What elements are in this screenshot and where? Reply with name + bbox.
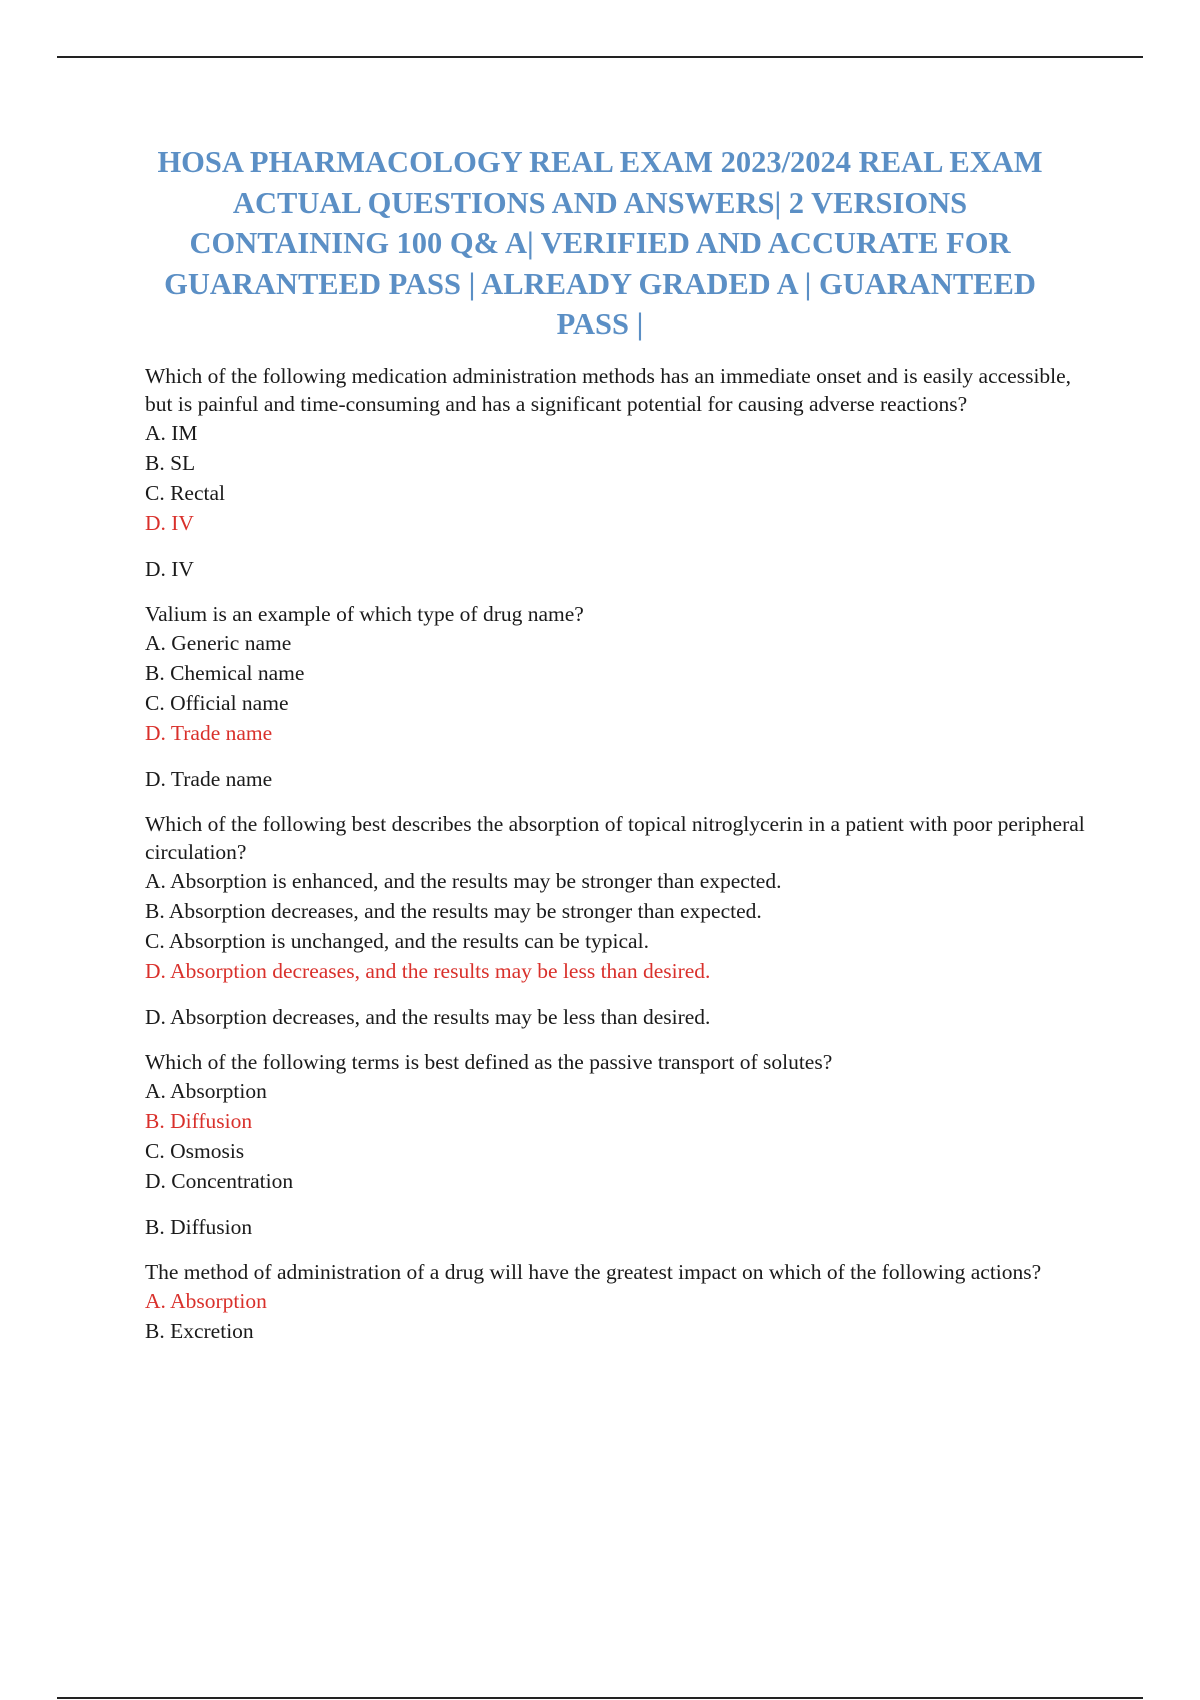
question-text: The method of administration of a drug will have the greatest impact on which of the following actions?: [145, 1260, 1042, 1284]
option-c: C. Osmosis: [145, 1139, 245, 1163]
option-list: [145, 418, 1095, 538]
answer-line: D. Absorption decreases, and the results may be less than desired.: [145, 1005, 711, 1029]
header-rule: [57, 56, 1143, 58]
option-c: C. Rectal: [145, 481, 226, 505]
question-1: [145, 362, 1095, 584]
question-3: [145, 810, 1095, 1032]
option-list: [145, 866, 1095, 986]
option-d-correct: D. Trade name: [145, 721, 273, 745]
option-a: A. Absorption: [145, 1079, 267, 1103]
option-d: D. Concentration: [145, 1169, 294, 1193]
answer-line: D. Trade name: [145, 767, 273, 791]
question-list: [145, 362, 1095, 1346]
option-b: B. SL: [145, 451, 196, 475]
option-b: B. Excretion: [145, 1319, 254, 1343]
question-4: [145, 1048, 1095, 1242]
option-a-correct: A. Absorption: [145, 1289, 267, 1313]
question-5: [145, 1258, 1095, 1346]
option-list: [145, 628, 1095, 748]
document-title: HOSA PHARMACOLOGY REAL EXAM 2023/2024 REAL EXAM ACTUAL QUESTIONS AND ANSWERS| 2 VERSIONS CONTAINING 100 Q& A| VERIFIED AND ACCURATE FOR GUARANTEED PASS | ALREADY GRADED A | GUARANTEED PASS |: [157, 145, 1043, 341]
option-list: [145, 1076, 1095, 1196]
question-text: Which of the following medication administration methods has an immediate onset and is easily accessible, but is painful and time-consuming and has a significant potential for causing adverse reactions?: [145, 364, 1072, 416]
option-c: C. Absorption is unchanged, and the results can be typical.: [145, 929, 649, 953]
option-d-correct: D. Absorption decreases, and the results may be less than desired.: [145, 959, 711, 983]
option-b-correct: B. Diffusion: [145, 1109, 253, 1133]
option-a: A. IM: [145, 421, 198, 445]
option-list: [145, 1286, 1095, 1346]
question-text: Which of the following terms is best defined as the passive transport of solutes?: [145, 1050, 833, 1074]
option-a: A. Generic name: [145, 631, 292, 655]
answer-line: D. IV: [145, 557, 194, 581]
question-text: Which of the following best describes the absorption of topical nitroglycerin in a patient with poor peripheral circulation?: [145, 812, 1085, 864]
option-a: A. Absorption is enhanced, and the results may be stronger than expected.: [145, 869, 782, 893]
option-b: B. Chemical name: [145, 661, 305, 685]
option-c: C. Official name: [145, 691, 289, 715]
option-d-correct: D. IV: [145, 511, 194, 535]
answer-line: B. Diffusion: [145, 1215, 253, 1239]
question-text: Valium is an example of which type of drug name?: [145, 602, 584, 626]
footer-rule: [57, 1697, 1143, 1699]
option-b: B. Absorption decreases, and the results may be stronger than expected.: [145, 899, 762, 923]
question-2: [145, 600, 1095, 794]
